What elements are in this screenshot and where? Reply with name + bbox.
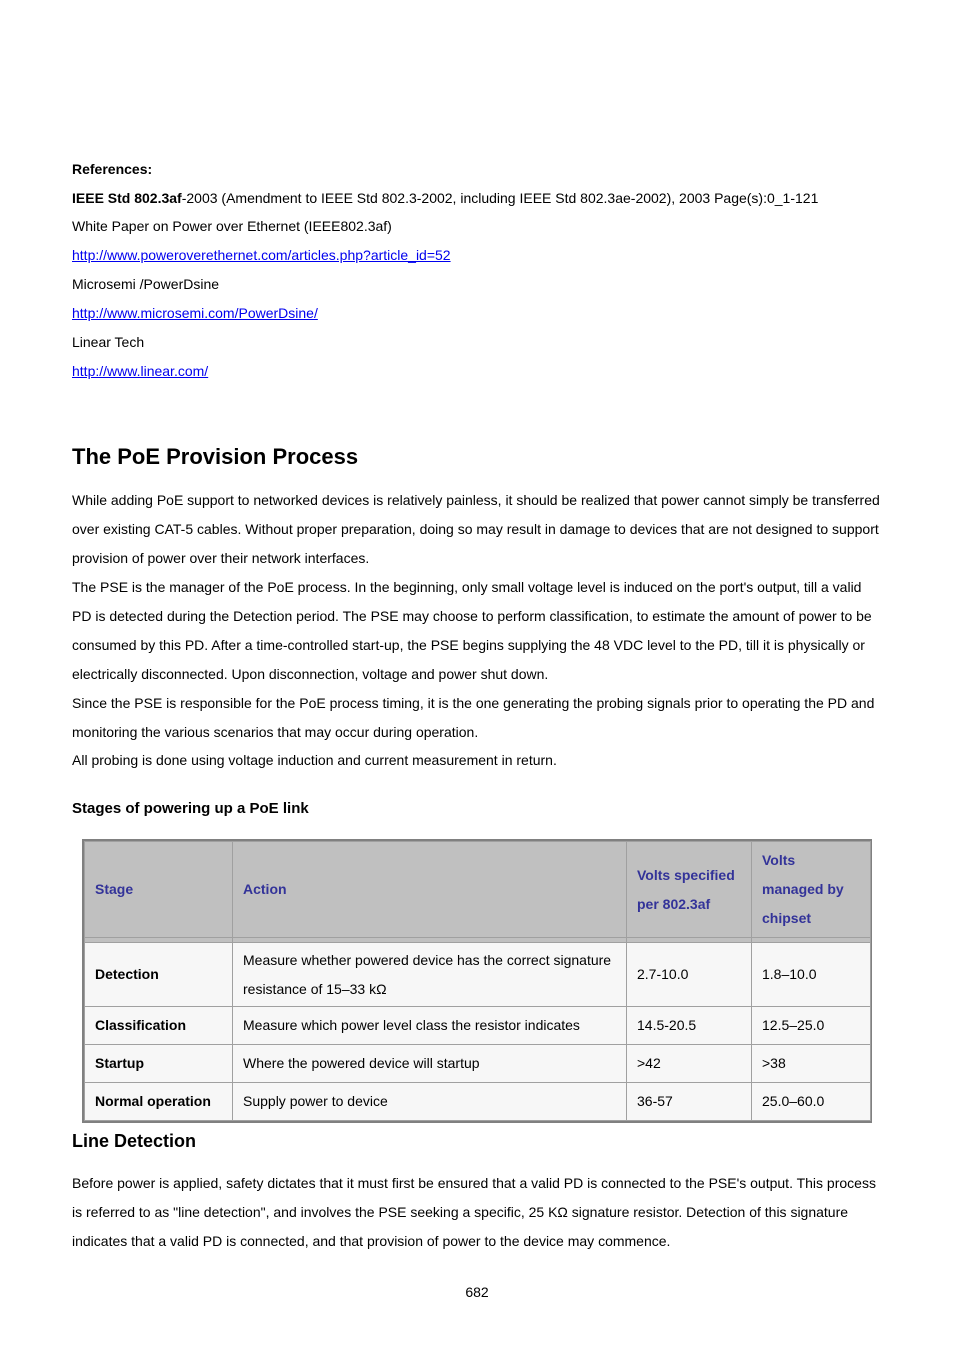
action-cell: Measure which power level class the resistor indicates — [233, 1007, 627, 1045]
volts-specified-cell: >42 — [627, 1045, 752, 1083]
page-number: 682 — [465, 1284, 489, 1300]
volts-managed-cell: 25.0–60.0 — [752, 1083, 871, 1121]
paragraph: Since the PSE is responsible for the PoE process timing, it is the one generating the probing signals prior to operating the PD and monitoring the various scenarios that may occur during operation. — [72, 695, 875, 740]
section-title-poe-provision: The PoE Provision Process — [72, 444, 359, 469]
microsemi-link[interactable]: http://www.microsemi.com/PowerDsine/ — [72, 305, 318, 321]
stages-heading: Stages of powering up a PoE link — [72, 800, 309, 817]
poweroverethernet-link[interactable]: http://www.poweroverethernet.com/articles.php?article_id=52 — [72, 247, 451, 263]
volts-specified-cell: 14.5-20.5 — [627, 1007, 752, 1045]
references-heading: References: — [72, 161, 153, 177]
volts-managed-cell: >38 — [752, 1045, 871, 1083]
paragraph: Before power is applied, safety dictates that it must first be ensured that a valid PD is connected to the PSE's output. This process is referred to as "line detection", and involves the PSE seeking a specific, 25 KΩ signature resistor. Detection of this signature indicates that a valid PD is connected, and that provision of power to the device may commence. — [72, 1175, 876, 1249]
table-row — [85, 1007, 871, 1045]
action-cell: Measure whether powered device has the correct signature resistance of 15–33 kΩ — [233, 943, 627, 1007]
microsemi-reference: Microsemi /PowerDsine — [72, 276, 220, 292]
ieee-reference — [72, 188, 818, 208]
stages-table — [82, 839, 872, 1123]
paragraph: While adding PoE support to networked devices is relatively painless, it should be realized that power cannot simply be transferred over existing CAT-5 cables. Without proper preparation, doing so may result in damage to devices that are not designed to support provision of power over their network interfaces. — [72, 492, 880, 566]
ieee-reference-title: IEEE Std 802.3af — [72, 190, 182, 206]
stage-cell: Classification — [85, 1007, 233, 1045]
table-row — [85, 943, 871, 1007]
ieee-reference-detail: -2003 (Amendment to IEEE Std 802.3-2002, including IEEE Std 802.3ae-2002), 2003 Page(s):0_1-121 — [181, 190, 819, 206]
column-header-volts-managed: Volts managed by chipset — [752, 842, 871, 938]
table-row — [85, 1083, 871, 1121]
stage-cell: Normal operation — [85, 1083, 233, 1121]
white-paper-reference: White Paper on Power over Ethernet (IEEE802.3af) — [72, 218, 392, 234]
linear-reference: Linear Tech — [72, 334, 145, 350]
table-row — [85, 1045, 871, 1083]
volts-specified-cell: 36-57 — [627, 1083, 752, 1121]
action-cell: Supply power to device — [233, 1083, 627, 1121]
paragraph: All probing is done using voltage induction and current measurement in return. — [72, 752, 557, 768]
volts-managed-cell: 12.5–25.0 — [752, 1007, 871, 1045]
volts-managed-cell: 1.8–10.0 — [752, 943, 871, 1007]
linear-link[interactable]: http://www.linear.com/ — [72, 363, 209, 379]
poe-provision-body — [72, 486, 884, 773]
column-header-volts-specified: Volts specified per 802.3af — [627, 842, 752, 938]
line-detection-body — [72, 1169, 884, 1256]
column-header-stage: Stage — [85, 842, 233, 938]
stage-cell: Startup — [85, 1045, 233, 1083]
volts-specified-cell: 2.7-10.0 — [627, 943, 752, 1007]
column-header-action: Action — [233, 842, 627, 938]
section-title-line-detection: Line Detection — [72, 1131, 197, 1151]
table-header-row — [85, 842, 871, 938]
paragraph: The PSE is the manager of the PoE process. In the beginning, only small voltage level is induced on the port's output, till a valid PD is detected during the Detection period. The PSE may choose to perform classification, to estimate the amount of power to be consumed by this PD. After a time-controlled start-up, the PSE begins supplying the 48 VDC level to the PD, till it is physically or electrically disconnected. Upon disconnection, voltage and power shut down. — [72, 579, 872, 682]
stage-cell: Detection — [85, 943, 233, 1007]
action-cell: Where the powered device will startup — [233, 1045, 627, 1083]
